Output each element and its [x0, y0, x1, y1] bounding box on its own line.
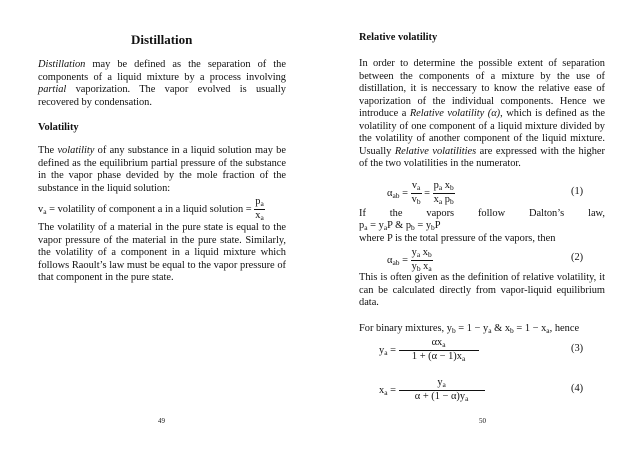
equation-1: $\alpha_{ab}$ = $\frac{v_a}{v_b}$ = $\frac{p_a x_b}{x_a p_b}$: [387, 180, 454, 206]
page-title: Distillation: [131, 32, 193, 47]
right-page: [320, 0, 640, 452]
dalton-equation: $p_a = y_aP$ & $p_b = y_bP$: [359, 220, 441, 232]
relative-volatility-heading: Relative volatility: [359, 32, 438, 43]
term-volatility: volatility: [57, 145, 95, 156]
where-line: where P is the total pressure of the vapors, then: [359, 233, 556, 244]
definition-paragraph: This is often given as the definition of relative volatility, it can be calculated directly from vapor-liquid equilibrium data.: [359, 272, 605, 308]
volatility-heading: Volatility: [38, 122, 79, 133]
pure-state-paragraph: The volatility of a material in the pure state is equal to the vapor pressure of the material in the pure state. Similarly, the volatility of a component in a liquid mixture which follows Raoult’s law must be equal to the vapor pressure of that component in the pure state.: [38, 222, 286, 283]
equation-2-number: (2): [571, 252, 584, 263]
equation-4: $x_a$ = $\frac{y_a}{\alpha + (1 - \alpha)y_a}$: [379, 377, 485, 404]
equation-1-number: (1): [571, 186, 584, 197]
volatility-equation: $v_a$ = volatility of component a in a liquid solution = $\frac{p_a}{x_a}$: [38, 196, 264, 222]
page-number: 49: [158, 417, 165, 425]
term-distillation: Distillation: [38, 59, 86, 70]
term-relative-volatilities: Relative volatilities: [394, 145, 477, 157]
term-partial: partial: [38, 84, 67, 95]
term-relative-volatility: Relative volatility (α): [409, 108, 501, 119]
binary-mixtures-line: For binary mixtures, $y_b = 1 - y_a$ & $x_b = 1 - x_a$, hence: [359, 323, 580, 335]
equation-3: $y_a$ = $\frac{\alpha x_a}{1 + (\alpha - 1)x_a}$: [379, 337, 479, 364]
page-number: 50: [479, 417, 486, 425]
relative-volatility-paragraph: In order to determine the possible extent of separation between the components of a mixture by the use of distillation, it is neccessary to know the relative ease of vaporization of the individual components. Hence we introduce a Relative volatility (α), which is defined as the volatility of one component of a liquid mixture divided by the volatility of another component of the liquid mixture. Usually Relative volatilities are expressed with the higher of the two volatilities in the numerator.: [359, 58, 606, 169]
distillation-paragraph: Distillation may be defined as the separation of the components of a liquid mixture by a process involving partial vaporization. The vapor evolved is usually recovered by condensation.: [38, 59, 286, 108]
dalton-line: If the vapors follow Dalton’s law,: [359, 208, 605, 219]
equation-3-number: (3): [571, 343, 584, 354]
volatility-fraction: $\frac{p_a}{x_a}$: [255, 196, 264, 222]
equation-2: $\alpha_{ab}$ = $\frac{y_a x_b}{y_b x_a}$: [387, 247, 432, 273]
volatility-paragraph: The volatility of any substance in a liquid solution may be defined as the equilibrium partial pressure of the substance in the vapor phase devided by the mole fraction of the substance in the liquid solution:: [38, 145, 286, 194]
equation-4-number: (4): [571, 383, 584, 394]
